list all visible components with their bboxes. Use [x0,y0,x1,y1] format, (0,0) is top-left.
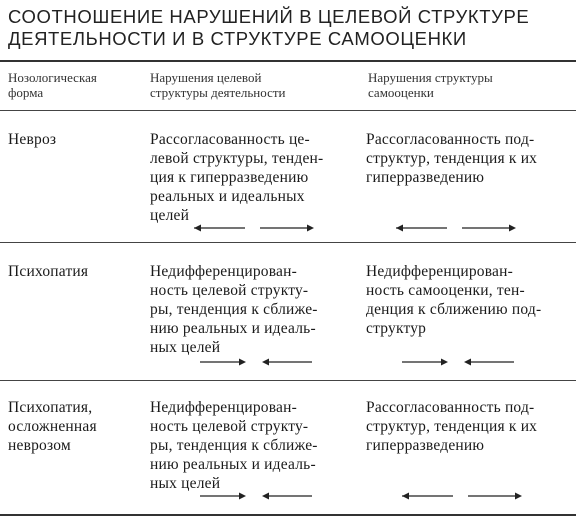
row-3-activity: Недифференцирован- ность целевой структу- ры, тенденция к сближе- нию реальных и идеаль- ных целей [150,399,318,492]
bottom-rule [0,514,576,516]
top-rule [0,60,576,62]
row-3-activity-arrows-converging-icon [196,490,316,502]
row-1-selfesteem: Рассогласованность под- структур, тенденция к их гиперразведению [366,131,538,186]
row-2-activity: Недифференцирован- ность целевой структу- ры, тенденция к сближе- нию реальных и идеаль- ных целей [150,263,318,356]
row-2-activity-arrows-converging-icon [196,356,316,368]
row-1-rule [0,242,576,243]
row-2-selfesteem: Недифференцирован- ность самооценки, тен- денция к сближению под- структур [366,263,542,337]
row-1-form: Невроз [8,131,57,148]
header-selfesteem-structure: Нарушения структуры самооценки [368,70,493,100]
row-3-form: Психопатия, осложненная неврозом [8,399,97,454]
row-1-activity-arrows-diverging-icon [190,222,320,234]
row-1-activity: Рассогласованность це- левой структуры, тенден- ция к гиперразведению реальных и идеальных целей [150,131,324,224]
header-activity-structure: Нарушения целевой структуры деятельности [150,70,286,100]
row-2-form: Психопатия [8,263,89,280]
row-2-selfesteem-arrows-converging-icon [398,356,518,368]
header-rule [0,110,576,111]
title-line-1: СООТНОШЕНИЕ НАРУШЕНИЙ В ЦЕЛЕВОЙ СТРУКТУРЕ [8,6,530,27]
header-nosological-form: Нозологическая форма [8,70,97,100]
row-2-rule [0,380,576,381]
table-title [8,6,568,50]
row-3-selfesteem: Рассогласованность под- структур, тенденция к их гиперразведению [366,399,538,454]
title-line-2: ДЕЯТЕЛЬНОСТИ И В СТРУКТУРЕ САМООЦЕНКИ [8,28,467,49]
row-1-selfesteem-arrows-diverging-icon [392,222,522,234]
row-3-selfesteem-arrows-diverging-icon [398,490,528,502]
